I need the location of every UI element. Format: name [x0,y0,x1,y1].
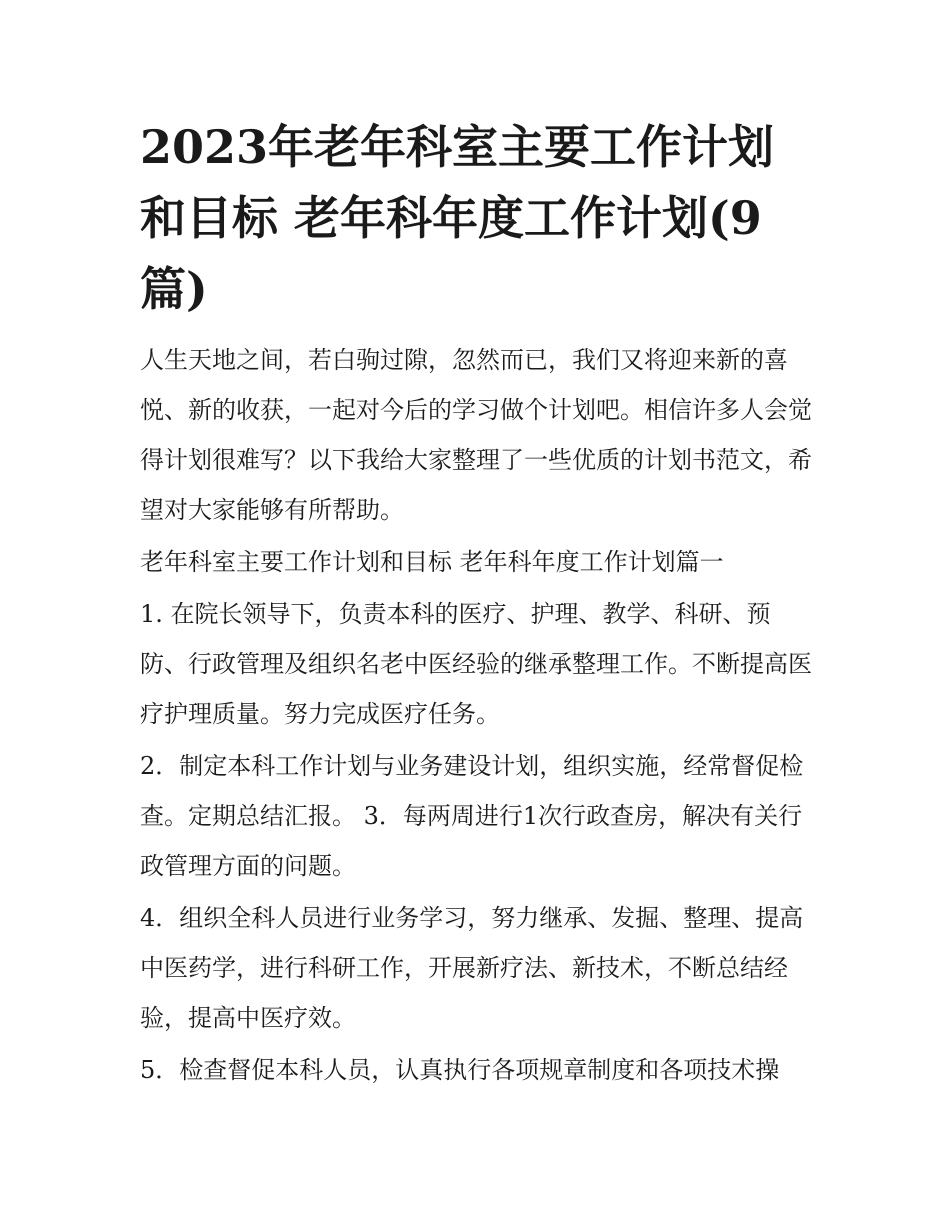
list-item-1: 1. 在院长领导下，负责本科的医疗、护理、教学、科研、预防、行政管理及组织名老中医经验的继承整理工作。不断提高医疗护理质量。努力完成医疗任务。 [140,600,812,728]
list-item-5: 5．检查督促本科人员，认真执行各项规章制度和各项技术操 [140,1056,780,1084]
list-item-2: 2．制定本科工作计划与业务建设计划，组织实施，经常督促检查。定期总结汇报。 3．每两周进行1次行政查房，解决有关行政管理方面的问题。 [140,752,804,880]
list-item-4: 4．组织全科人员进行业务学习，努力继承、发掘、整理、提高中医药学，进行科研工作，开展新疗法、新技术，不断总结经验，提高中医疗效。 [140,904,804,1032]
document-title: 2023年老年科室主要工作计划和目标 老年科年度工作计划(9篇) [140,120,775,316]
intro-paragraph: 人生天地之间，若白驹过隙，忽然而已，我们又将迎来新的喜悦、新的收获，一起对今后的学习做个计划吧。相信许多人会觉得计划很难写？以下我给大家整理了一些优质的计划书范文，希望对大家能够有所帮助。 [140,346,812,524]
document-page [140,112,812,1097]
section-heading: 老年科室主要工作计划和目标 老年科年度工作计划篇一 [140,548,724,576]
